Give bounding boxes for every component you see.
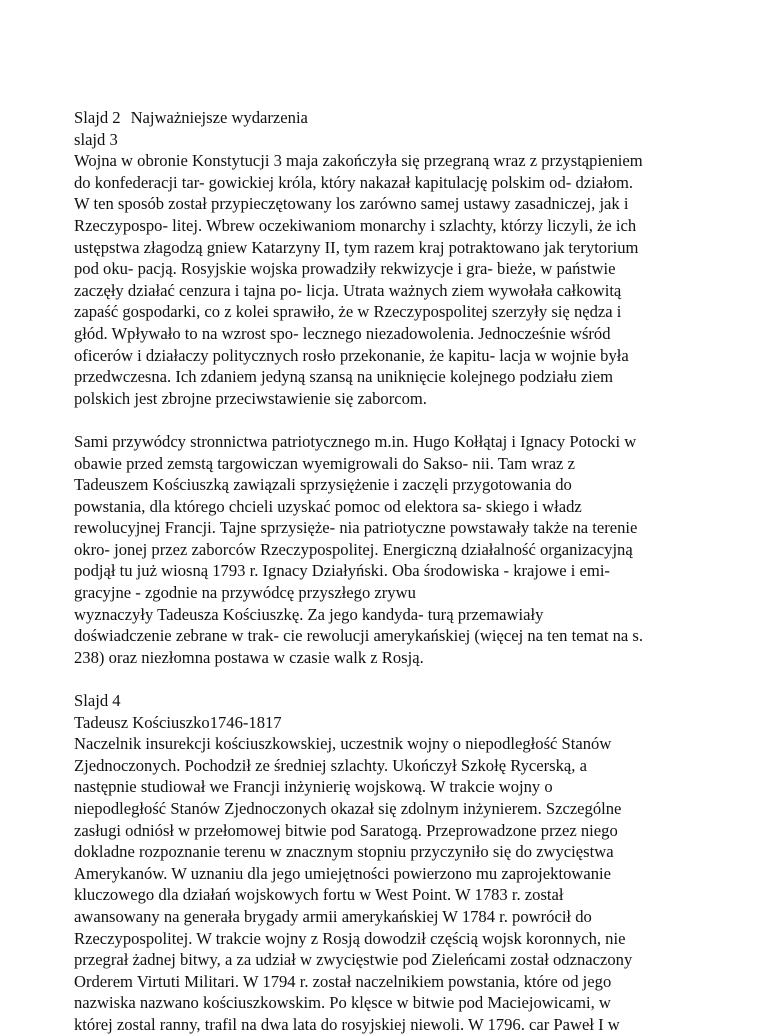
text-line: kluczowego dla działań wojskowych fortu w West Point. W 1783 r. został bbox=[74, 885, 564, 905]
text-line: awansowany na generała brygady armii amerykańskiej W 1784 r. powrócił do bbox=[74, 906, 592, 926]
text-line: doświadczenie zebrane w trak- cie rewolucji amerykańskiej (więcej na ten temat na s. bbox=[74, 626, 643, 646]
text-line: Zjednoczonych. Pochodził ze średniej szlachty. Ukończył Szkołę Rycerską, a bbox=[74, 755, 587, 775]
text-line: zaczęły działać cenzura i tajna po- licja. Utrata ważnych ziem wywołała całkowitą bbox=[74, 280, 622, 300]
text-line: Sami przywódcy stronnictwa patriotycznego m.in. Hugo Kołłątaj i Ignacy Potocki w bbox=[74, 431, 637, 451]
slide-4-label: Slajd 4 bbox=[74, 691, 121, 711]
text-line: rewolucyjnej Francji. Tajne sprzysięże- nia patriotyczne powstawały także na terenie bbox=[74, 518, 638, 538]
text-line: nazwiska nazwano kościuszkowskim. Po klęsce w bitwie pod Maciejowicami, w bbox=[74, 993, 611, 1013]
text-line: niepodległość Stanów Zjednoczonych okazał się zdolnym inżynierem. Szczególne bbox=[74, 799, 622, 818]
text-line: podjął tu już wiosną 1793 r. Ignacy Działyński. Oba środowiska - krajowe i emi- bbox=[74, 561, 610, 581]
text-line: obawie przed zemstą targowiczan wyemigrowali do Sakso- nii. Tam wraz z bbox=[74, 453, 575, 473]
paragraph-kosciuszko bbox=[74, 733, 714, 1035]
text-line: zasługi odniósł w przełomowej bitwie pod Saratogą. Przeprowadzone przez niego bbox=[74, 820, 618, 840]
slide-3-label: slajd 3 bbox=[74, 129, 118, 149]
text-line: wyznaczyły Tadeusza Kościuszkę. Za jego kandyda- turą przemawiały bbox=[74, 604, 544, 624]
text-line: głód. Wpływało to na wzrost spo- lecznego niezadowolenia. Jednocześnie wśród bbox=[74, 323, 611, 343]
text-line: następnie studiował we Francji inżynierię wojskową. W trakcie wojny o bbox=[74, 777, 553, 797]
paragraph-konstytucja bbox=[74, 150, 714, 409]
text-line: dokladne rozpoznanie terenu w znacznym stopniu przyczyniło się do zwycięstwa bbox=[74, 842, 614, 862]
text-line: Tadeuszem Kościuszką zawiązali sprzysiężenie i zaczęli przygotowania do bbox=[74, 475, 572, 495]
text-line: 238) oraz niezłomna postawa w czasie walk z Rosją. bbox=[74, 647, 424, 667]
text-line: przegrał żadnej bitwy, a za udział w zwycięstwie pod Zieleńcami został odznaczony bbox=[74, 950, 633, 970]
text-line: Naczelnik insurekcji kościuszkowskiej, uczestnik wojny o niepodległość Stanów bbox=[74, 734, 612, 754]
text-line: Wojna w obronie Konstytucji 3 maja zakończyła się przegraną wraz z przystąpieniem bbox=[74, 151, 643, 171]
slide-4-subtitle: Tadeusz Kościuszko1746-1817 bbox=[74, 712, 282, 732]
text-line: powstania, dla którego chcieli uzyskać pomoc od elektora sa- skiego i władz bbox=[74, 496, 582, 516]
text-line: Amerykanów. W uznaniu dla jego umiejętności powierzono mu zaprojektowanie bbox=[74, 863, 611, 883]
text-line: W ten sposób został przypieczętowany los zarówno samej ustawy zasadniczej, jak i bbox=[74, 194, 629, 214]
text-line: oficerów i działaczy politycznych rosło przekonanie, że kapitu- lacja w wojnie była bbox=[74, 345, 629, 365]
text-line: Rzeczypospolitej. W trakcie wojny z Rosją dowodził częścią wojsk koronnych, nie bbox=[74, 928, 626, 948]
text-line: przedwczesna. Ich zdaniem jedyną szansą na uniknięcie kolejnego podziału ziem bbox=[74, 367, 614, 387]
text-line: Rzeczypospo- litej. Wbrew oczekiwaniom monarchy i szlachty, którzy liczyli, że ich bbox=[74, 215, 637, 235]
slide-2-heading bbox=[74, 107, 714, 129]
text-line: gracyjne - zgodnie na przywódcę przyszłego zrywu bbox=[74, 583, 416, 603]
text-line: okro- jonej przez zaborców Rzeczypospolitej. Energiczną działalność organizacyjną bbox=[74, 539, 633, 559]
document-page bbox=[74, 107, 714, 1036]
text-line: której zostal ranny, trafil na dwa lata do rosyjskiej niewoli. W 1796. car Paweł I w bbox=[74, 1014, 620, 1034]
paragraph-gap bbox=[74, 409, 714, 431]
text-line: pod oku- pacją. Rosyjskie wojska prowadziły rekwizycje i gra- bieże, w państwie bbox=[74, 259, 616, 279]
paragraph-gap bbox=[74, 668, 714, 690]
text-line: polskich jest zbrojne przeciwstawienie się zaborcom. bbox=[74, 388, 427, 408]
text-line: Orderem Virtuti Militari. W 1794 r. został naczelnikiem powstania, które od jego bbox=[74, 971, 612, 991]
slide-2-title: Najważniejsze wydarzenia bbox=[130, 108, 308, 127]
text-line: do konfederacji tar- gowickiej króla, który nakazał kapitulację polskim od- działom. bbox=[74, 172, 634, 192]
text-line: zapaść gospodarki, co z kolei sprawiło, że w Rzeczypospolitej szerzyły się nędza i bbox=[74, 302, 622, 322]
slide-2-label: Slajd 2 bbox=[74, 108, 121, 127]
text-line: ustępstwa złagodzą gniew Katarzyny II, tym razem kraj potraktowano jak terytorium bbox=[74, 237, 639, 257]
paragraph-przywodcy bbox=[74, 431, 714, 669]
